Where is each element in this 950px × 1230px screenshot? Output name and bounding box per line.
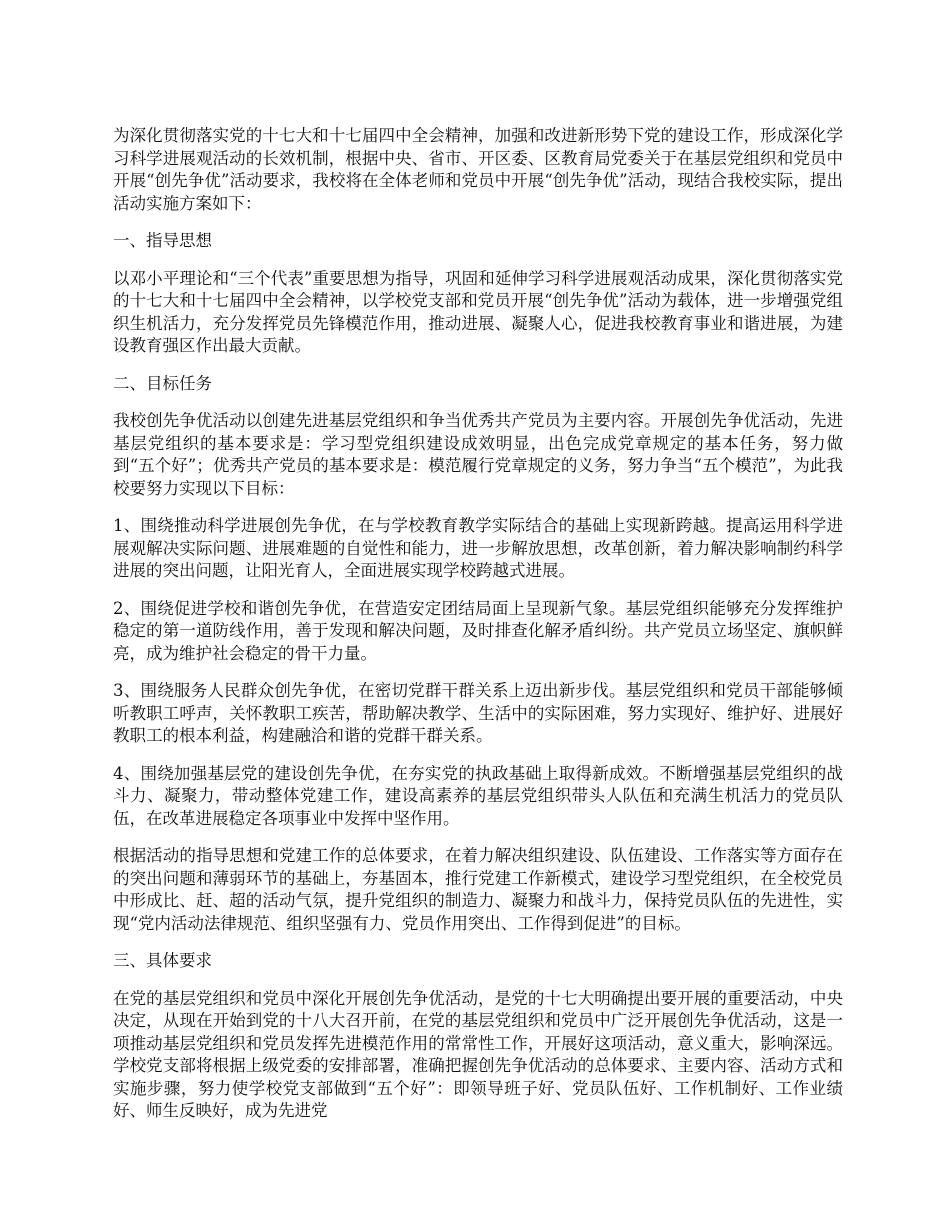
intro-paragraph: 为深化贯彻落实党的十七大和十七届四中全会精神，加强和改进新形势下党的建设工作，形成深化学习科学进展观活动的长效机制，根据中央、省市、开区委、区教育局党委关于在基层党组织和党员中开展“创先争优”活动要求，我校将在全体老师和党员中开展“创先争优”活动，现结合我校实际，提出活动实施方案如下：	[113, 126, 843, 213]
goal-item-1: 1、围绕推动科学进展创先争优，在与学校教育教学实际结合的基础上实现新跨越。提高运用科学进展观解决实际问题、进展难题的自觉性和能力，进一步解放思想，改革创新，着力解决影响制约科学进展的突出问题，让阳光育人，全面进展实现学校跨越式进展。	[113, 516, 843, 580]
goal-item-4: 4、围绕加强基层党的建设创先争优，在夯实党的执政基础上取得新成效。不断增强基层党组织的战斗力、凝聚力，带动整体党建工作，建设高素养的基层党组织带头人队伍和充满生机活力的党员队伍，在改革进展稳定各项事业中发挥中坚作用。	[113, 763, 843, 828]
goals-paragraph: 我校创先争优活动以创建先进基层党组织和争当优秀共产党员为主要内容。开展创先争优活动，先进基层党组织的基本要求是：学习型党组织建设成效明显，出色完成党章规定的基本任务，努力做到“五个好”；优秀共产党员的基本要求是：模范履行党章规定的义务，努力争当“五个模范”，为此我校要努力实现以下目标：	[113, 411, 843, 498]
summary-paragraph: 根据活动的指导思想和党建工作的总体要求，在着力解决组织建设、队伍建设、工作落实等方面存在的突出问题和薄弱环节的基础上，夯基固本，推行党建工作新模式，建设学习型党组织，在全校党员中形成比、赶、超的活动气氛，提升党组织的制造力、凝聚力和战斗力，保持党员队伍的先进性，实现“党内活动法律规范、组织坚强有力、党员作用突出、工作得到促进”的目标。	[113, 846, 843, 933]
requirements-paragraph: 在党的基层党组织和党员中深化开展创先争优活动，是党的十七大明确提出要开展的重要活动，中央决定，从现在开始到党的十八大召开前，在党的基层党组织和党员中广泛开展创先争优活动，这是一项推动基层党组织和党员发挥先进模范作用的常常性工作，开展好这项活动，意义重大，影响深远。学校党支部将根据上级党委的安排部署，准确把握创先争优活动的总体要求、主要内容、活动方式和实施步骤，努力使学校党支部做到“五个好”：即领导班子好、党员队伍好、工作机制好、工作业绩好、师生反映好，成为先进党	[113, 988, 843, 1120]
section-heading-requirements: 三、具体要求	[113, 951, 212, 970]
section-heading-guiding-ideology: 一、指导思想	[113, 231, 212, 250]
section-heading-goals: 二、目标任务	[113, 373, 212, 393]
goal-item-3: 3、围绕服务人民群众创先争优，在密切党群干群关系上迈出新步伐。基层党组织和党员干部能够倾听教职工呼声，关怀教职工疾苦，帮助解决教学、生活中的实际困难，努力实现好、维护好、进展好教职工的根本利益，构建融洽和谐的党群干群关系。	[113, 681, 843, 745]
goal-item-2: 2、围绕促进学校和谐创先争优，在营造安定团结局面上呈现新气象。基层党组织能够充分发挥维护稳定的第一道防线作用，善于发现和解决问题，及时排查化解矛盾纠纷。共产党员立场坚定、旗帜鲜亮，成为维护社会稳定的骨干力量。	[113, 598, 843, 663]
guiding-ideology-paragraph: 以邓小平理论和“三个代表”重要思想为指导，巩固和延伸学习科学进展观活动成果，深化贯彻落实党的十七大和十七届四中全会精神，以学校党支部和党员开展“创先争优”活动为载体，进一步增强党组织生机活力，充分发挥党员先锋模范作用，推动进展、凝聚人心，促进我校教育事业和谐进展，为建设教育强区作出最大贡献。	[113, 268, 843, 355]
document-body	[113, 125, 843, 1138]
